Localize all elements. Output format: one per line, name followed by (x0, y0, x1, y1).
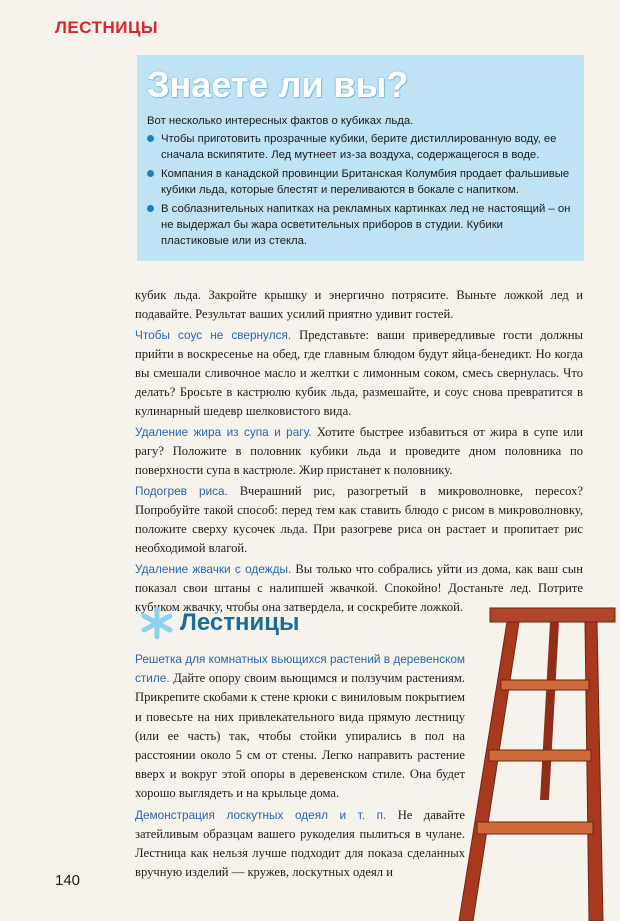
reading-lady-illustration-icon (605, 59, 620, 159)
paragraph-heading: Удаление жвачки с одежды. (135, 562, 292, 576)
bullet-icon (147, 205, 154, 212)
fact-item: Компания в канадской провинции Британская Колумбия продает фальшивые кубики льда, которые блестят и переливаются в бокале с напитком. (147, 166, 572, 198)
paragraph: Демонстрация лоскутных одеял и т. п. Не давайте затейливым образцам вашего рукоделия пылиться в чулане. Лестница как нельзя лучше подходит для показа сделанных вручную изделий — кружев, лоскутных одеял и (135, 807, 465, 880)
page-number: 140 (55, 872, 81, 889)
did-you-know-box (137, 55, 584, 261)
paragraph-heading: Подогрев риса. (135, 484, 228, 498)
section-heading (140, 606, 299, 640)
fact-item: Чтобы приготовить прозрачные кубики, берите дистиллированную воду, ее сначала вскипятите. Лед мутнеет из-за воздуха, содержащегося в воде. (147, 131, 572, 163)
fact-list (147, 131, 572, 249)
paragraph: Удаление жира из супа и рагу. Хотите быстрее избавиться от жира в супе или рагу? Положите в половник кубики льда и проведите дном половника по поверхности супа в кастрюле. Жир пристанет к половнику. (135, 425, 583, 477)
paragraph: Подогрев риса. Вчерашний рис, разогретый в микроволновке, пересох? Попробуйте такой способ: перед тем как ставить блюдо с рисом в микроволновку, положите сверху кусочек льда. При разогреве риса он растает и пропитает рис необходимой влагой. (135, 484, 583, 555)
running-title: ЛЕСТНИЦЫ (55, 18, 159, 37)
section-title: Лестницы (180, 609, 300, 636)
fact-box-title: Знаете ли вы? (147, 64, 409, 105)
paragraph: кубик льда. Закройте крышку и энергично потрясите. Выньте ложкой лед и подавайте. Результат ваших усилий приятно удивит гостей. (135, 288, 583, 321)
fact-item: В соблазнительных напитках на рекламных картинках лед не настоящий – он не выдержал бы жара осветительных приборов в студии. Кубики пластиковые или из стекла. (147, 201, 572, 249)
fact-box-intro: Вот несколько интересных фактов о кубиках льда. (147, 115, 414, 127)
paragraph-heading: Удаление жира из супа и рагу. (135, 425, 312, 439)
paragraph-heading: Решетка для комнатных вьющихся растений в деревенском стиле. (135, 652, 465, 686)
asterisk-icon (140, 606, 174, 640)
paragraph: Чтобы соус не свернулся. Представьте: ваши привередливые гости должны прийти в воскресенье на обед, где главным блюдом будут яйца-бенедикт. Но когда вы смешали сливочное масло и желтки с лимонным соком, смесь свернулась. Что делать? Бросьте в кастрюлю кубик льда, размешайте, и соус снова превратится в кулинарный шедевр шелковистого вида. (135, 328, 583, 418)
paragraph: Решетка для комнатных вьющихся растений в деревенском стиле. Дайте опору своим вьющимся и ползучим растениям. Прикрепите скобами к стене крюки с виниловым покрытием и повесьте на них привлекательного вида прямую лестницу (или ее часть) так, чтобы стойки упирались в пол на расстоянии около 5 см от стены. Легко направить растение вверх и вокруг этой опоры в деревенском стиле. Она будет хорошо выглядеть и на крыльце дома. (135, 652, 465, 801)
paragraph: Удаление жвачки с одежды. Вы только что собрались уйти из дома, как ваш сын показал свои штаны с налипшей жвачкой. Спокойно! Достаньте лед. Потрите кубиком жвачку, чтобы она затвердела, и соскребите ложкой. (135, 562, 583, 614)
paragraph-heading: Демонстрация лоскутных одеял и т. п. (135, 807, 387, 822)
bullet-icon (147, 135, 154, 142)
wooden-ladder-illustration-icon (445, 600, 620, 921)
paragraph-heading: Чтобы соус не свернулся. (135, 328, 292, 342)
bullet-icon (147, 170, 154, 177)
main-text (135, 286, 583, 619)
section-text (135, 650, 465, 884)
